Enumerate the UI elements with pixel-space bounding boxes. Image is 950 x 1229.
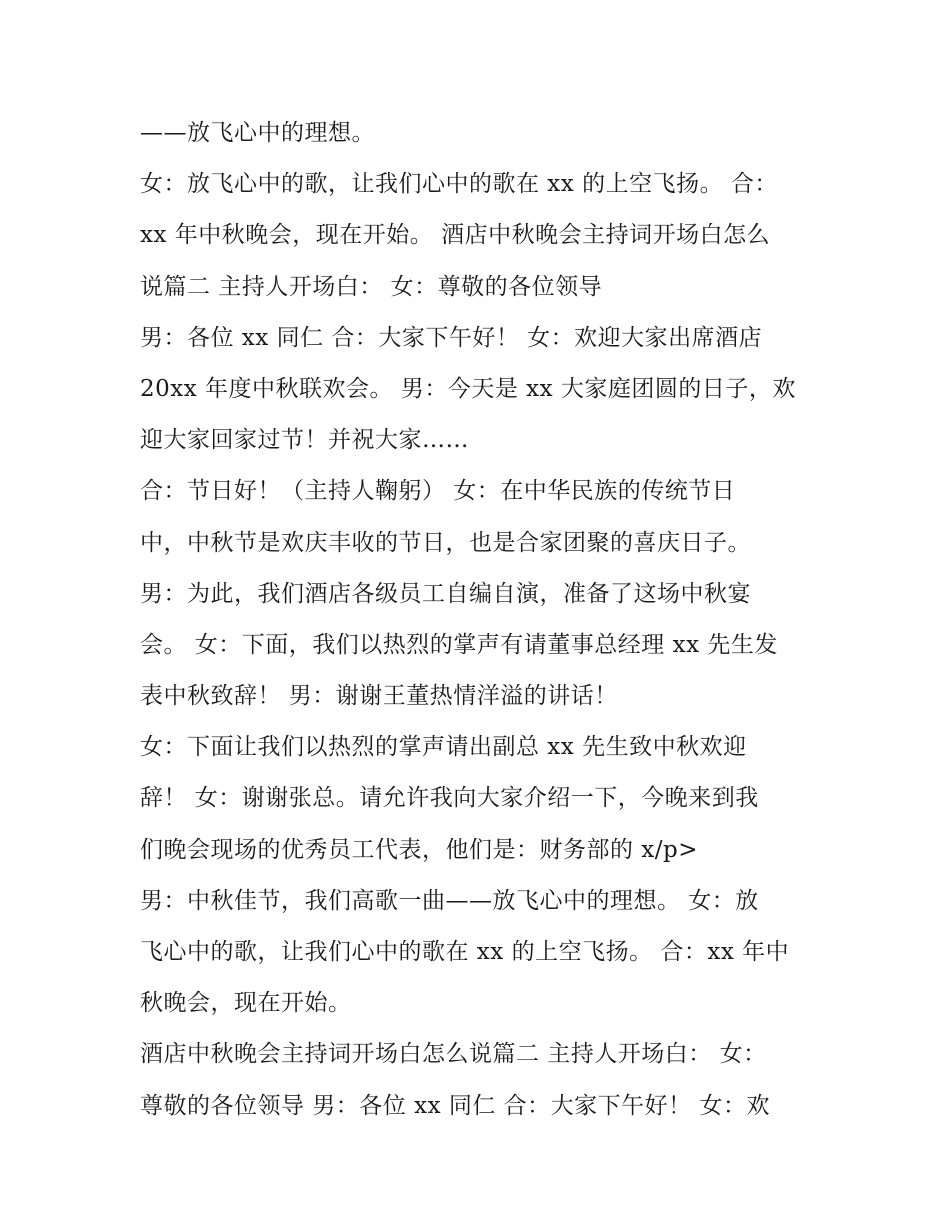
text-line: 会。 女：下面，我们以热烈的掌声有请董事总经理 xx 先生发 bbox=[140, 631, 778, 658]
text-line: 女：下面让我们以热烈的掌声请出副总 xx 先生致中秋欢迎 bbox=[140, 734, 747, 761]
text-line: 男：为此，我们酒店各级员工自编自演，准备了这场中秋宴 bbox=[140, 580, 751, 607]
text-line: 说篇二 主持人开场白： 女：尊敬的各位领导 bbox=[140, 273, 603, 300]
text-line: 迎大家回家过节！并祝大家…… bbox=[140, 427, 469, 454]
document-body bbox=[140, 108, 820, 1132]
text-line: 尊敬的各位领导 男：各位 xx 同仁 合：大家下午好！ 女：欢 bbox=[140, 1092, 770, 1119]
text-line: 酒店中秋晚会主持词开场白怎么说篇二 主持人开场白： 女： bbox=[140, 1041, 767, 1068]
text-line: 辞！ 女：谢谢张总。请允许我向大家介绍一下，今晚来到我 bbox=[140, 785, 759, 812]
text-line: 表中秋致辞！ 男：谢谢王董热情洋溢的讲话！ bbox=[140, 683, 618, 710]
text-line: 飞心中的歌，让我们心中的歌在 xx 的上空飞扬。 合：xx 年中 bbox=[140, 939, 790, 965]
text-line: 合：节日好！（主持人鞠躬） 女：在中华民族的传统节日 bbox=[140, 478, 736, 505]
text-line: ——放飞心中的理想。 bbox=[140, 120, 375, 146]
text-line: 中，中秋节是欢庆丰收的节日，也是合家团聚的喜庆日子。 bbox=[140, 529, 751, 556]
text-line: 男：中秋佳节，我们高歌一曲——放飞心中的理想。 女：放 bbox=[140, 887, 759, 914]
text-line: 女：放飞心中的歌，让我们心中的歌在 xx 的上空飞扬。 合： bbox=[140, 171, 778, 198]
text-line: 们晚会现场的优秀员工代表，他们是：财务部的 x/p> bbox=[140, 836, 699, 863]
text-line: xx 年中秋晚会，现在开始。 酒店中秋晚会主持词开场白怎么 bbox=[140, 222, 771, 249]
text-line: 男：各位 xx 同仁 合：大家下午好！ 女：欢迎大家出席酒店 bbox=[140, 324, 763, 351]
text-line: 20xx 年度中秋联欢会。 男：今天是 xx 大家庭团圆的日子，欢 bbox=[140, 375, 796, 402]
text-line: 秋晚会，现在开始。 bbox=[140, 990, 352, 1017]
